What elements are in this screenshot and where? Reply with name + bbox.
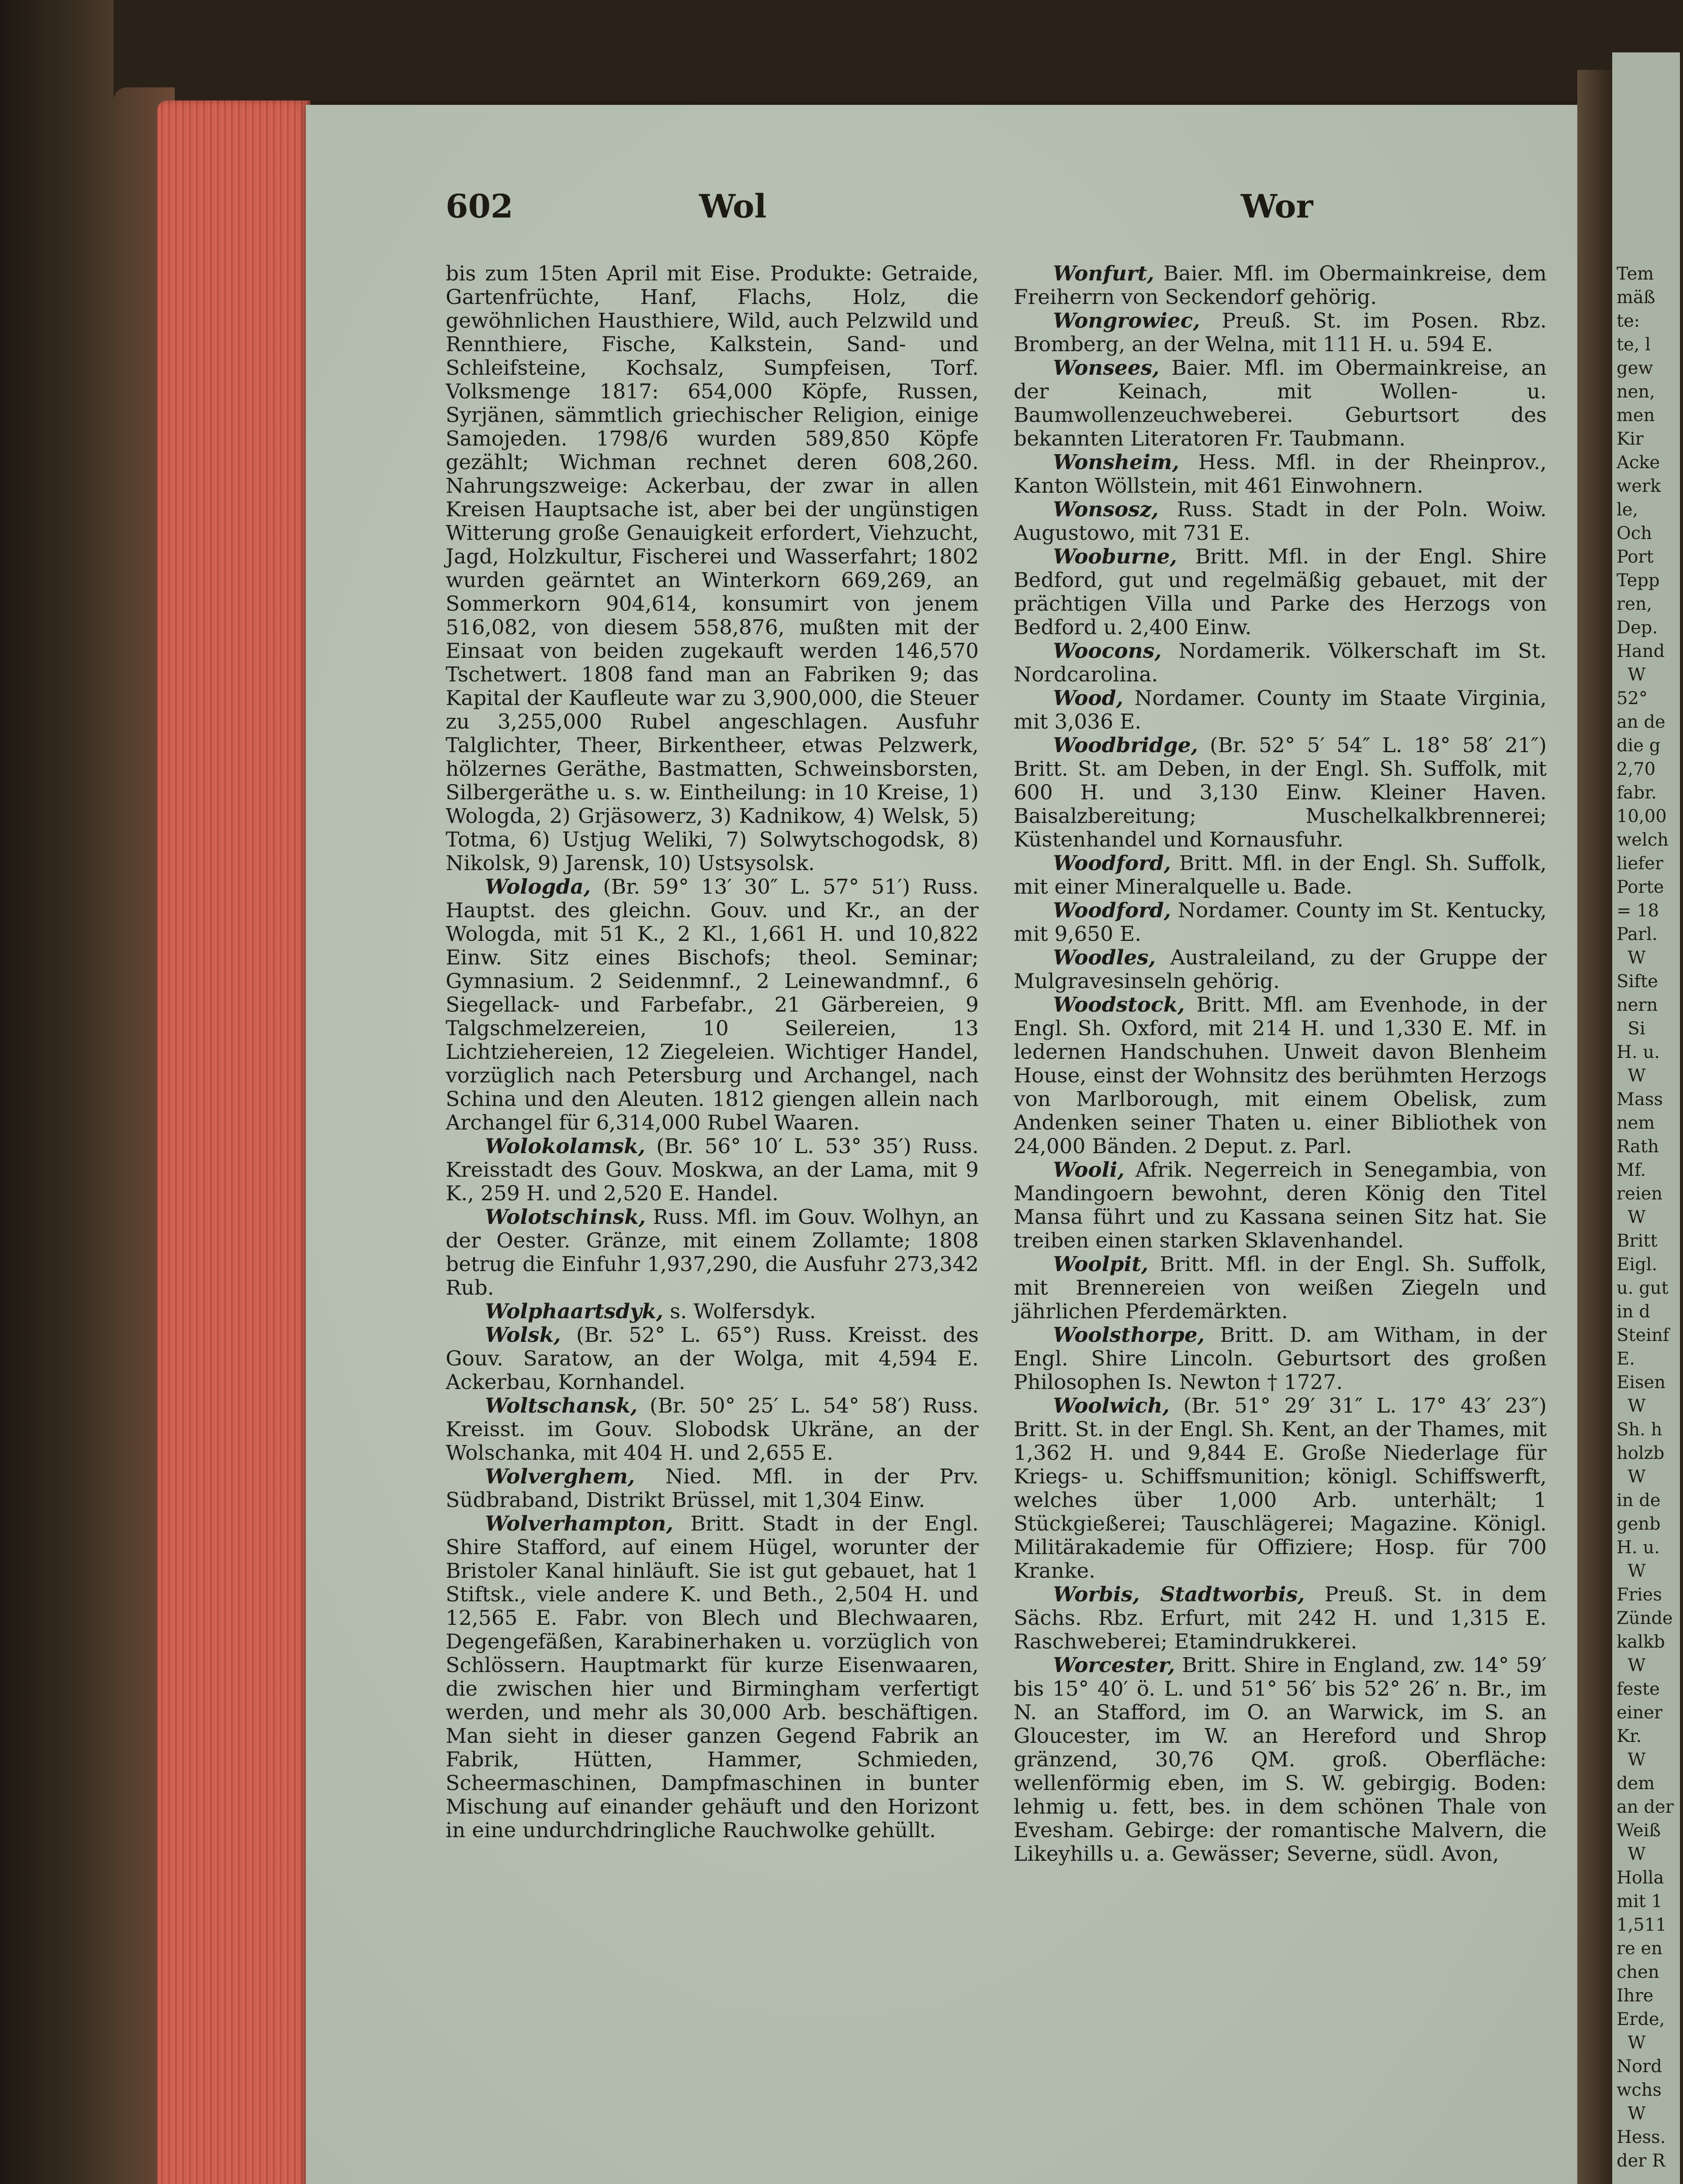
entry-text: (Br. 51° 29′ 31″ L. 17° 43′ 23″) Britt. St. in der Engl. Sh. Kent, an der Thames, mit 1,362 H. und 9,844 E. Große Niederlage für Kriegs- u. Schiffsmunition; königl. Schiffswerft, welches über 1,000 Arb. unterhält; 1 Stückgießerei; Tauschlägerei; Magazine. Königl. Militärakademie für Offiziere; Hosp. für 700 Kranke. bbox=[1014, 1394, 1547, 1583]
entry-text: Nordamer. County im St. Kentucky, mit 9,650 E. bbox=[1014, 898, 1547, 946]
entry-text: Nordamerik. Völkerschaft im St. Nordcarolina. bbox=[1014, 639, 1547, 687]
dictionary-entry bbox=[1014, 1583, 1547, 1654]
entry-headword: Wooburne, bbox=[1053, 545, 1177, 569]
dictionary-entry bbox=[446, 1135, 979, 1206]
book-gutter bbox=[1577, 70, 1617, 2184]
entry-text: (Br. 56° 10′ L. 53° 35′) Russ. Kreisstadt des Gouv. Moskwa, an der Lama, mit 9 K., 259 H. und 2,520 E. Handel. bbox=[446, 1134, 979, 1206]
entry-headword: Wolotschinsk, bbox=[485, 1205, 646, 1229]
entry-headword: Wonsosz, bbox=[1053, 498, 1159, 522]
dictionary-entry bbox=[1014, 852, 1547, 899]
entry-headword: Woocons, bbox=[1053, 639, 1162, 663]
entry-headword: Woodstock, bbox=[1053, 993, 1185, 1017]
dictionary-entry bbox=[1014, 1394, 1547, 1583]
dictionary-entry bbox=[1014, 498, 1547, 545]
entry-text: bis zum 15ten April mit Eise. Produkte: Getraide, Gartenfrüchte, Hanf, Flachs, Holz, die gewöhnlichen Hausthiere, Wild, auch Pelzwild und Rennthiere, Fische, Kalkstein, Sand- und Schleifsteine, Kochsalz, Sumpfeisen, Torf. Volksmenge 1817: 654,000 Köpfe, Russen, Syrjänen, sämmtlich griechischer Religion, einige Samojeden. 1798/6 wurden 589,850 Köpfe gezählt; Wichman rechnet deren 608,260. Nahrungszweige: Ackerbau, der zwar in allen Kreisen Hauptsache ist, aber bei der ungünstigen Witterung große Genauigkeit erfordert, Viehzucht, Jagd, Holzkultur, Fischerei und Wasserfahrt; 1802 wurden geärntet an Winterkorn 669,269, an Sommerkorn 904,614, konsumirt von jenem 516,082, von diesem 558,876, mußten mit der Einsaat von beiden zugekauft werden 146,570 Tschetwert. 1808 fand man an Fabriken 9; das Kapital der Kaufleute war zu 3,900,000, die Steuer zu 3,255,000 Rubel angeschlagen. Ausfuhr Talglichter, Theer, Birkentheer, etwas Pelzwerk, hölzernes Geräthe, Bastmatten, Schweinsborsten, Silbergeräthe u. s. w. Eintheilung: in 10 Kreise, 1) Wologda, 2) Grjäsowerz, 3) Kadnikow, 4) Welsk, 5) Totma, 6) Ustjug Weliki, 7) Solwytschogodsk, 8) Nikolsk, 9) Jarensk, 10) Ustsysolsk. bbox=[446, 262, 979, 875]
entry-text: Baier. Mfl. im Obermainkreise, dem Freiherrn von Seckendorf gehörig. bbox=[1014, 262, 1547, 309]
entry-text: Nied. Mfl. in der Prv. Südbraband, Distrikt Brüssel, mit 1,304 Einw. bbox=[446, 1465, 979, 1512]
running-header bbox=[446, 188, 1551, 227]
dictionary-entry bbox=[1014, 451, 1547, 498]
entry-headword: Woolsthorpe, bbox=[1053, 1323, 1205, 1347]
dictionary-entry bbox=[1014, 545, 1547, 639]
entry-headword: Wologda, bbox=[485, 875, 591, 899]
red-page-edges bbox=[157, 100, 310, 2184]
dictionary-entry bbox=[1014, 1324, 1547, 1394]
entry-text: Britt. D. am Witham, in der Engl. Shire Lincoln. Geburtsort des großen Philosophen Is. Newton † 1727. bbox=[1014, 1323, 1547, 1394]
entry-text: Preuß. St. im Posen. Rbz. Bromberg, an der Welna, mit 111 H. u. 594 E. bbox=[1014, 309, 1547, 356]
entry-continuation bbox=[446, 262, 979, 875]
entry-text: Britt. Shire in England, zw. 14° 59′ bis 15° 40′ ö. L. und 51° 56′ bis 52° 26′ n. Br., im N. an Stafford, im O. an Warwick, im S. an Gloucester, im W. an Hereford und Shrop gränzend, 30,76 QM. groß. Oberfläche: wellenförmig eben, im S. W. gebirgig. Boden: lehmig u. fett, bes. in dem schönen Thale von Evesham. Gebirge: der romantische Malvern, die Likeyhills u. a. Gewässer; Severne, südl. Avon, bbox=[1014, 1653, 1547, 1866]
entry-headword: Woltschansk, bbox=[485, 1394, 638, 1418]
entry-headword: Wooli, bbox=[1053, 1158, 1125, 1182]
entry-text: Baier. Mfl. im Obermainkreise, an der Keinach, mit Wollen- u. Baumwollenzeuchweberei. Geburtsort des bekannten Literatoren Fr. Taubmann. bbox=[1014, 356, 1547, 451]
left-column bbox=[446, 262, 979, 2184]
entry-text: Afrik. Negerreich in Senegambia, von Mandingoern bewohnt, deren König den Titel Mansa führt und zu Kassana seinen Sitz hat. Sie treiben einen starken Sklavenhandel. bbox=[1014, 1158, 1547, 1253]
entry-headword: Wolverghem, bbox=[485, 1465, 635, 1489]
entry-headword: Wonfurt, bbox=[1053, 262, 1154, 286]
dictionary-entry bbox=[446, 1300, 979, 1324]
entry-headword: Wood, bbox=[1053, 686, 1123, 710]
entry-headword: Wolphaartsdyk, bbox=[485, 1299, 664, 1324]
entry-headword: Worcester, bbox=[1053, 1653, 1175, 1677]
entry-headword: Woodles, bbox=[1053, 946, 1156, 970]
dictionary-entry bbox=[446, 1512, 979, 1842]
dictionary-entry bbox=[446, 1465, 979, 1512]
entry-headword: Woodford, bbox=[1053, 851, 1171, 875]
entry-text: Russ. Stadt in der Poln. Woiw. Augustowo, mit 731 E. bbox=[1014, 498, 1547, 545]
dictionary-entry bbox=[446, 1324, 979, 1394]
dictionary-entry bbox=[1014, 993, 1547, 1158]
dictionary-entry bbox=[1014, 1253, 1547, 1324]
entry-text: Nordamer. County im Staate Virginia, mit 3,036 E. bbox=[1014, 686, 1547, 734]
book-cover-background bbox=[0, 0, 114, 2184]
dictionary-entry bbox=[1014, 639, 1547, 687]
facing-page-text-fragment: Tem mäß te: te, l gew nen, men Kir Acke werk le, Och Port Tepp ren, Dep. Hand W 52° an de die g 2,70 fabr. 10,00 welch liefer Porte = 18 Parl. W Sifte nern Si H. u. W Mass nem Rath Mf. reien W Britt Eigl. u. gut in d Steinf E. Eisen W Sh. h holzb W in de genb H. u. W Fries Zünde kalkb W feste einer Kr. W dem an der Weiß W Holla mit 1 1,511 re en chen Ihre Erde, W Nord wchs W Hess. der R bbox=[1617, 264, 1674, 2171]
dictionary-entry bbox=[1014, 946, 1547, 993]
entry-text: (Br. 52° 5′ 54″ L. 18° 58′ 21″) Britt. St. am Deben, in der Engl. Sh. Suffolk, mit 600 H. und 3,130 Einw. Kleiner Haven. Baisalzbereitung; Muschelkalkbrennerei; Küstenhandel und Kornausfuhr. bbox=[1014, 733, 1547, 852]
entry-headword: Wonsees, bbox=[1053, 356, 1160, 380]
right-catchword: Wor bbox=[1241, 188, 1313, 225]
entry-headword: Woolpit, bbox=[1053, 1252, 1149, 1276]
page-number: 602 bbox=[446, 188, 513, 225]
right-column bbox=[1014, 262, 1547, 2184]
dictionary-entry bbox=[1014, 262, 1547, 309]
entry-text: Hess. Mfl. in der Rheinprov., Kanton Wöllstein, mit 461 Einwohnern. bbox=[1014, 450, 1547, 498]
entry-text: Britt. Mfl. in der Engl. Sh. Suffolk, mit einer Mineralquelle u. Bade. bbox=[1014, 851, 1547, 899]
entry-headword: Wolverhampton, bbox=[485, 1512, 673, 1536]
dictionary-entry bbox=[1014, 734, 1547, 852]
dictionary-entry bbox=[1014, 309, 1547, 356]
dictionary-entry bbox=[1014, 356, 1547, 451]
dictionary-entry bbox=[446, 1394, 979, 1465]
entry-text: Russ. Mfl. im Gouv. Wolhyn, an der Oester. Gränze, mit einem Zollamte; 1808 betrug die Einfuhr 1,937,290, die Ausfuhr 273,342 Rub. bbox=[446, 1205, 979, 1300]
dictionary-entry bbox=[1014, 899, 1547, 946]
dictionary-entry bbox=[1014, 687, 1547, 734]
entry-headword: Wolokolamsk, bbox=[485, 1134, 645, 1158]
entry-text: Britt. Mfl. in der Engl. Sh. Suffolk, mit Brennereien von weißen Ziegeln und jährlichen Pferdemärkten. bbox=[1014, 1252, 1547, 1324]
entry-text: Preuß. St. in dem Sächs. Rbz. Erfurt, mit 242 H. und 1,315 E. Raschweberei; Etamindrukkerei. bbox=[1014, 1583, 1547, 1654]
dictionary-entry bbox=[446, 1206, 979, 1300]
entry-headword: Wonsheim, bbox=[1053, 450, 1179, 474]
entry-text: s. Wolfersdyk. bbox=[670, 1299, 816, 1324]
entry-headword: Wolsk, bbox=[485, 1323, 561, 1347]
entry-text: Britt. Mfl. am Evenhode, in der Engl. Sh. Oxford, mit 214 H. und 1,330 E. Mf. in ledernen Handschuhen. Unweit davon Blenheim House, einst der Wohnsitz des berühmten Herzogs von Marlborough, mit einem Obelisk, zum Andenken seiner Thaten u. einer Bibliothek von 24,000 Bänden. 2 Deput. z. Parl. bbox=[1014, 993, 1547, 1158]
entry-text: (Br. 59° 13′ 30″ L. 57° 51′) Russ. Hauptst. des gleichn. Gouv. und Kr., an der Wologda, mit 51 K., 2 Kl., 1,661 H. und 10,822 Einw. Sitz eines Bischofs; theol. Seminar; Gymnasium. 2 Seidenmnf., 2 Leinewandmnf., 6 Siegellack- und Farbefabr., 21 Gärbereien, 9 Talgschmelzereien, 10 Seilereien, 13 Lichtziehereien, 12 Ziegeleien. Wichtiger Handel, vorzüglich nach Petersburg und Archangel, nach Schina und den Aleuten. 1812 giengen allein nach Archangel für 6,314,000 Rubel Waaren. bbox=[446, 875, 979, 1135]
entry-text: (Br. 52° L. 65°) Russ. Kreisst. des Gouv. Saratow, an der Wolga, mit 4,594 E. Ackerbau, Kornhandel. bbox=[446, 1323, 979, 1394]
entry-text: Britt. Mfl. in der Engl. Shire Bedford, gut und regelmäßig gebauet, mit der prächtigen Villa und Parke des Herzogs von Bedford u. 2,400 Einw. bbox=[1014, 545, 1547, 639]
entry-headword: Woodbridge, bbox=[1053, 733, 1198, 757]
entry-text: Britt. Stadt in der Engl. Shire Stafford, auf einem Hügel, worunter der Bristoler Kanal hinläuft. Sie ist gut gebauet, hat 1 Stiftsk., viele andere K. und Beth., 2,504 H. und 12,565 E. Fabr. von Blech und Blechwaaren, Degengefäßen, Karabinerhaken u. vorzüglich von Schlössern. Hauptmarkt für kurze Eisenwaaren, die zwischen hier und Birmingham verfertigt werden, und mehr als 30,000 Arb. beschäftigen. Man sieht in dieser ganzen Gegend Fabrik an Fabrik, Hütten, Hammer, Schmieden, Scheermaschinen, Dampfmaschinen in bunter Mischung auf einander gehäuft und den Horizont in eine undurchdringliche Rauchwolke gehüllt. bbox=[446, 1512, 979, 1842]
entry-headword: Worbis, Stadtworbis, bbox=[1053, 1583, 1305, 1607]
dictionary-entry bbox=[1014, 1654, 1547, 1866]
entry-headword: Woolwich, bbox=[1053, 1394, 1170, 1418]
dictionary-entry bbox=[1014, 1158, 1547, 1253]
entry-text: Australeiland, zu der Gruppe der Mulgravesinseln gehörig. bbox=[1014, 946, 1547, 993]
left-catchword: Wol bbox=[699, 188, 767, 225]
entry-text: (Br. 50° 25′ L. 54° 58′) Russ. Kreisst. im Gouv. Slobodsk Ukräne, an der Wolschanka, mit 404 H. und 2,655 E. bbox=[446, 1394, 979, 1465]
dictionary-entry bbox=[446, 875, 979, 1135]
entry-headword: Wongrowiec, bbox=[1053, 309, 1200, 333]
entry-headword: Woodford, bbox=[1053, 898, 1171, 923]
